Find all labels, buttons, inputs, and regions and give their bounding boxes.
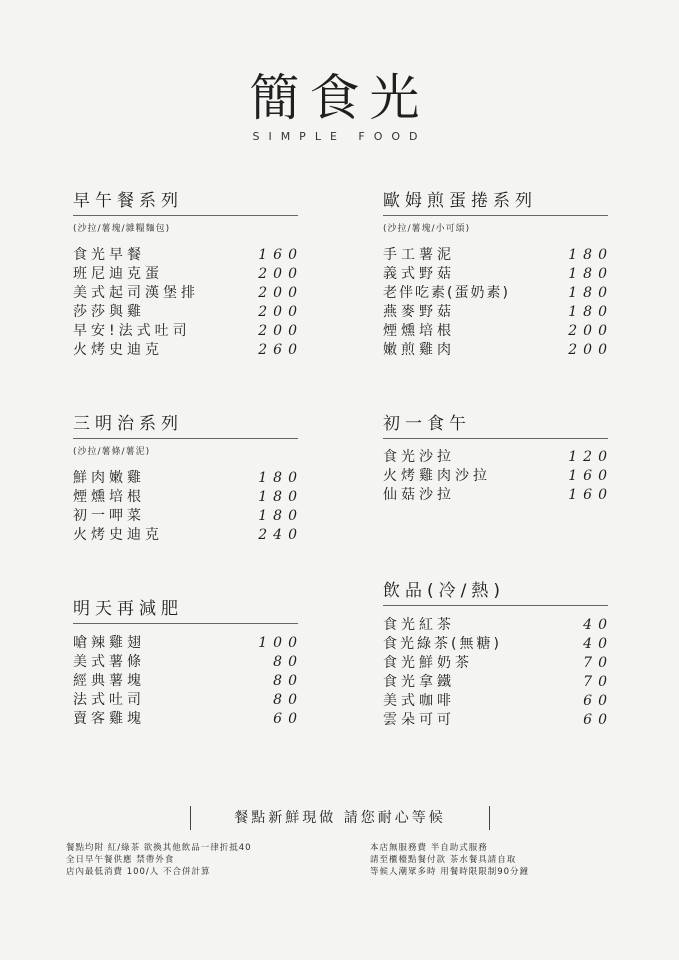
menu-item: [73, 672, 303, 691]
menu-item: [383, 486, 613, 505]
item-name: 煙燻培根: [73, 489, 145, 505]
item-price: 180: [568, 247, 613, 263]
item-price: 180: [258, 489, 303, 505]
menu-item: [73, 488, 303, 507]
item-price: 180: [568, 266, 613, 282]
item-price: 120: [568, 449, 613, 465]
menu-item: [73, 710, 303, 729]
note-line: 請至櫃檯點餐付款 茶水餐具請自取: [370, 855, 517, 865]
menu-item: [383, 673, 613, 692]
menu-items: [383, 246, 613, 360]
menu-items: [383, 448, 613, 505]
item-price: 60: [583, 693, 613, 709]
note-line: 全日早午餐供應 禁帶外食: [66, 855, 175, 865]
item-name: 火烤史迪克: [73, 527, 163, 543]
item-price: 200: [258, 323, 303, 339]
menu-item: [383, 265, 613, 284]
item-name: 手工薯泥: [383, 247, 455, 263]
section-divider: [383, 438, 608, 439]
item-price: 70: [583, 655, 613, 671]
item-price: 40: [583, 617, 613, 633]
item-price: 180: [258, 470, 303, 486]
item-name: 火烤史迪克: [73, 342, 163, 358]
menu-item: [383, 322, 613, 341]
item-price: 200: [568, 342, 613, 358]
item-name: 食光紅茶: [383, 617, 455, 633]
section-title: 明天再減肥: [73, 599, 183, 619]
logo-subtitle: SIMPLE FOOD: [252, 130, 427, 143]
notes-left: [66, 842, 252, 878]
section-note: (沙拉/薯塊/小可頌): [383, 224, 471, 234]
item-price: 80: [273, 692, 303, 708]
section-drinks: [383, 580, 613, 730]
logo-title: 簡食光: [249, 69, 430, 127]
menu-item: [383, 467, 613, 486]
menu-item: [383, 616, 613, 635]
item-name: 初一呷菜: [73, 508, 145, 524]
item-price: 80: [273, 654, 303, 670]
item-name: 食光早餐: [73, 247, 145, 263]
item-price: 200: [258, 285, 303, 301]
item-name: 食光綠茶(無糖): [383, 636, 502, 652]
menu-item: [383, 654, 613, 673]
item-price: 100: [258, 635, 303, 651]
item-name: 食光鮮奶茶: [383, 655, 473, 671]
menu-item: [73, 284, 303, 303]
item-name: 早安!法式吐司: [73, 323, 191, 339]
item-name: 美式咖啡: [383, 693, 455, 709]
item-name: 嫩煎雞肉: [383, 342, 455, 358]
item-price: 180: [568, 285, 613, 301]
item-price: 80: [273, 673, 303, 689]
item-price: 180: [258, 508, 303, 524]
section-chuyi: [383, 413, 613, 505]
section-divider: [73, 623, 298, 624]
item-price: 200: [568, 323, 613, 339]
item-name: 法式吐司: [73, 692, 145, 708]
section-divider: [383, 605, 608, 606]
item-price: 200: [258, 266, 303, 282]
item-name: 燕麥野菇: [383, 304, 455, 320]
section-title: 早午餐系列: [73, 191, 183, 211]
item-price: 260: [258, 342, 303, 358]
menu-item: [383, 284, 613, 303]
menu-item: [383, 246, 613, 265]
item-name: 美式薯條: [73, 654, 145, 670]
section-note: (沙拉/薯條/薯泥): [73, 447, 151, 457]
item-name: 雲朵可可: [383, 712, 455, 728]
item-name: 莎莎與雞: [73, 304, 145, 320]
item-name: 煙燻培根: [383, 323, 455, 339]
menu-item: [73, 653, 303, 672]
menu-item: [73, 303, 303, 322]
section-divider: [73, 438, 298, 439]
item-name: 鮮肉嫩雞: [73, 470, 145, 486]
note-line: 店內最低消費 100/人 不合併計算: [66, 867, 211, 877]
section-note: (沙拉/薯塊/雜糧麵包): [73, 224, 171, 234]
item-name: 仙菇沙拉: [383, 487, 455, 503]
menu-item: [73, 246, 303, 265]
item-price: 60: [273, 711, 303, 727]
item-name: 食光拿鐵: [383, 674, 455, 690]
item-price: 160: [258, 247, 303, 263]
menu-item: [73, 265, 303, 284]
item-price: 60: [583, 712, 613, 728]
note-line: 餐點均附 紅/綠茶 欲換其他飲品一律折抵40: [66, 843, 252, 853]
menu-item: [73, 507, 303, 526]
item-price: 70: [583, 674, 613, 690]
item-price: 160: [568, 487, 613, 503]
menu-items: [73, 469, 303, 545]
menu-item: [73, 691, 303, 710]
item-price: 240: [258, 527, 303, 543]
menu-item: [73, 526, 303, 545]
menu-items: [383, 616, 613, 730]
item-name: 食光沙拉: [383, 449, 455, 465]
item-name: 班尼迪克蛋: [73, 266, 163, 282]
section-snacks: [73, 598, 303, 729]
menu-item: [73, 322, 303, 341]
menu-items: [73, 634, 303, 729]
menu-item: [383, 303, 613, 322]
menu-item: [383, 711, 613, 730]
section-omelette: [383, 190, 613, 360]
menu-item: [383, 692, 613, 711]
section-divider: [73, 215, 298, 216]
section-sandwich: [73, 413, 303, 545]
item-price: 160: [568, 468, 613, 484]
notice-banner: 餐點新鮮現做 請您耐心等候: [190, 806, 490, 830]
menu-item: [383, 448, 613, 467]
menu-item: [383, 635, 613, 654]
section-title: 初一食午: [383, 414, 471, 434]
item-price: 180: [568, 304, 613, 320]
menu-item: [73, 341, 303, 360]
item-price: 200: [258, 304, 303, 320]
section-title: 三明治系列: [73, 414, 183, 434]
note-line: 等候人潮眾多時 用餐時限限制90分鐘: [370, 867, 530, 877]
item-name: 賣客雞塊: [73, 711, 145, 727]
menu-items: [73, 246, 303, 360]
item-name: 經典薯塊: [73, 673, 145, 689]
section-brunch: [73, 190, 303, 360]
item-name: 嗆辣雞翅: [73, 635, 145, 651]
section-title: 歐姆煎蛋捲系列: [383, 191, 537, 211]
item-name: 老伴吃素(蛋奶素): [383, 285, 510, 301]
item-name: 火烤雞肉沙拉: [383, 468, 491, 484]
item-name: 美式起司漢堡排: [73, 285, 199, 301]
note-line: 本店無服務費 半自助式服務: [370, 843, 488, 853]
section-title: 飲品(冷/熱): [383, 581, 505, 601]
menu-item: [383, 341, 613, 360]
logo: [0, 70, 679, 143]
menu-item: [73, 469, 303, 488]
item-price: 40: [583, 636, 613, 652]
notes-right: [370, 842, 529, 878]
menu-item: [73, 634, 303, 653]
item-name: 義式野菇: [383, 266, 455, 282]
section-divider: [383, 215, 608, 216]
